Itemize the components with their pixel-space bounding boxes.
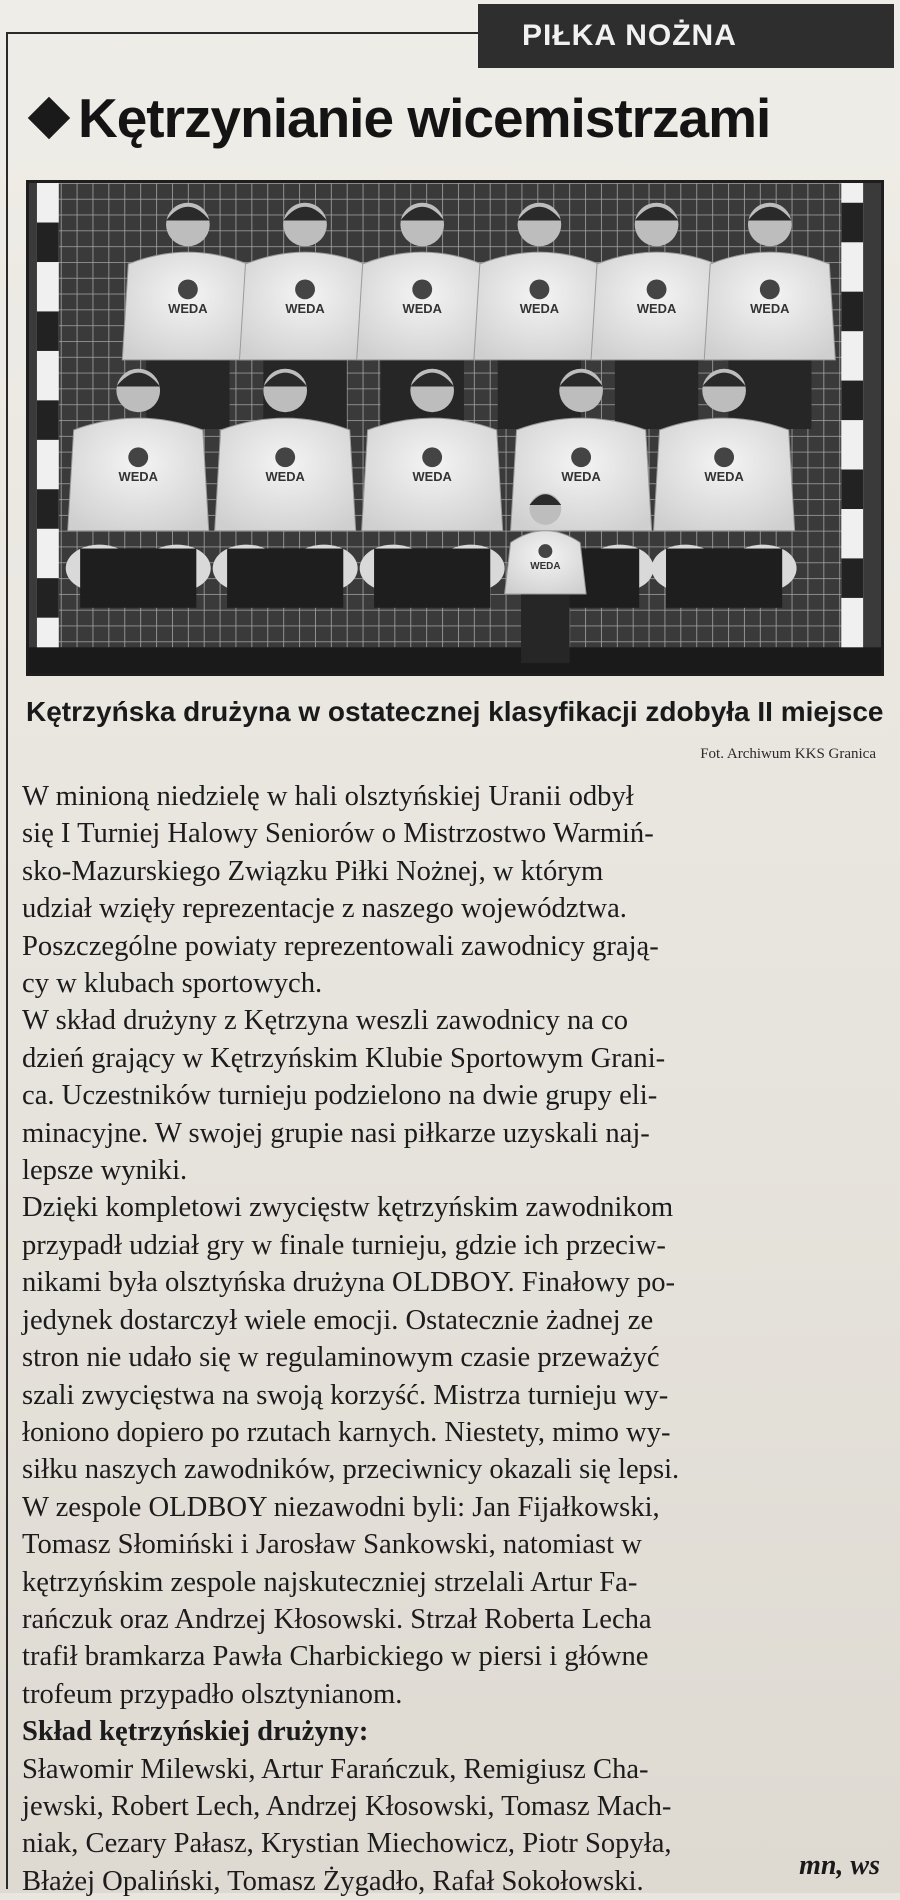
team-photo-illustration [29,183,881,673]
shirt-logo-text: WEDA [285,301,325,317]
team-photo [26,180,884,676]
shirt-logo-text: WEDA [519,301,560,317]
shirt-logo-text: WEDA [530,560,561,572]
goal-post-right [841,183,863,673]
article-paragraph: W skład drużyny z Kętrzyna weszli zawodnicy na co dzień grający w Kętrzyńskim Klubie Sportowym Grani- ca. Uczestników turnieju podzielono na dwie grupy eli- minacyjne. W swojej grupie nasi piłkarze uzyskali naj- lepsze wyniki. [22,1005,666,1187]
squad-list: Sławomir Milewski, Artur Farańczuk, Remigiusz Cha- jewski, Robert Lech, Andrzej Kłosowski, Tomasz Mach- niak, Cezary Pałasz, Krystian Miechowicz, Piotr Sopyła, Błażej Opaliński, Tomasz Żygadło, Rafał Sokołowski. [22,1753,672,1897]
author-signature: mn, ws [799,1850,880,1881]
shirt-logo-text: WEDA [636,301,677,317]
headline-text: Kętrzynianie wicemistrzami [78,87,771,149]
shirt-logo-text: WEDA [265,468,305,484]
article-paragraph: W minioną niedzielę w hali olsztyńskiej Uranii odbył się I Turniej Halowy Seniorów o Mistrzostwo Warmiń- sko-Mazurskiego Związku Piłki Nożnej, w którym udział wzięły reprezentacje z naszego województwa. Poszczególne powiaty reprezentowali zawodnicy grają- cy w klubach sportowych. [22,781,659,1000]
shirt-logo-text: WEDA [168,301,208,317]
shirt-logo-text: WEDA [750,301,790,317]
headline [26,86,886,150]
shirt-logo-text: WEDA [704,468,744,484]
article-paragraph: Dzięki kompletowi zwycięstw kętrzyńskim zawodnikom przypadł udział gry w finale turnieju, gdzie ich przeciw- nikami była olsztyńska drużyna OLDBOY. Finałowy po- jedynek dostarczył wiele emocji. Ostatecznie żadnej ze stron nie udało się w regulaminowym czasie przeważyć szali zwycięstwa na swoją korzyść. Mistrza turnieju wy- łoniono dopiero po rzutach karnych. Niestety, mimo wy- siłku naszych zawodników, przeciwnicy okazali się lepsi. W zespole OLDBOY niezawodni byli: Jan Fijałkowski, Tomasz Słomiński i Jarosław Sankowski, natomiast w kętrzyńskim zespole najskuteczniej strzelali Artur Fa- rańczuk oraz Andrzej Kłosowski. Strzał Roberta Lecha trafił bramkarza Pawła Charbickiego w piersi i główne trofeum przypadło olsztynianom. [22,1192,680,1710]
diamond-bullet-icon [28,97,70,139]
shirt-logo-text: WEDA [412,468,452,484]
players-group [66,203,836,663]
section-label: PIŁKA NOŻNA [478,4,894,68]
goal-post-left [37,183,59,673]
shirt-logo-text: WEDA [402,301,442,317]
squad-heading: Skład kętrzyńskiej drużyny: [22,1716,369,1748]
shirt-logo-text: WEDA [561,468,601,484]
photo-caption: Kętrzyńska drużyna w ostatecznej klasyfikacji zdobyła II miejsce [26,696,884,727]
photo-credit: Fot. Archiwum KKS Granica [700,746,876,762]
shirt-logo-text: WEDA [118,468,158,484]
article-body [22,778,884,1900]
